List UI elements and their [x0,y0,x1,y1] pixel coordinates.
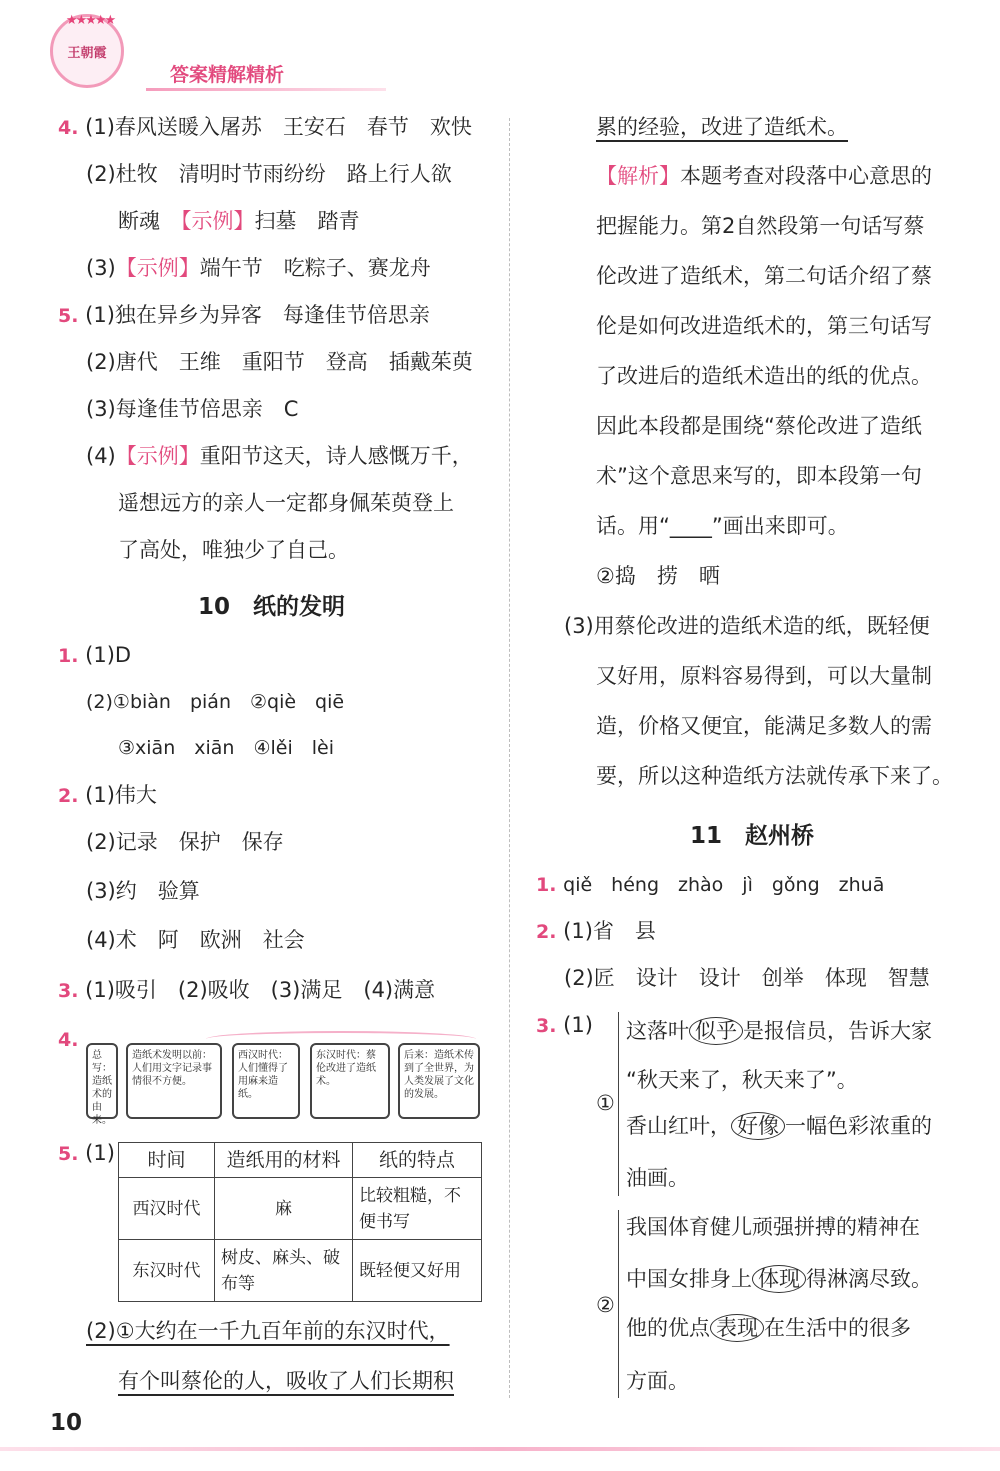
answer-line: (3)【示例】端午节 吃粽子、赛龙舟 [86,256,431,280]
logo-stars: ★★★★★ [65,13,115,28]
header-title: 答案精解精析 [170,64,285,86]
outline-box: 总写：造纸术的由来。 [86,1043,118,1119]
table-cell: 既轻便又好用 [353,1240,482,1302]
table-cell: 西汉时代 [119,1178,215,1240]
bracket-line [618,1210,619,1398]
pinyin-line: (2)①biàn pián ②qiè qiē [86,691,345,713]
group-mark: ② [596,1293,615,1317]
pinyin-line: ③xiān xiān ④lěi lèi [118,737,334,759]
table-cell: 麻 [215,1178,353,1240]
answer-line: (3)约 验算 [86,879,200,903]
answer-line: 2. (1)伟大 [58,783,157,807]
answer-line: ②捣 捞 晒 [596,564,720,588]
answer-line: 话。用“____”画出来即可。 [596,514,849,538]
answer-line: (2)杜牧 清明时节雨纷纷 路上行人欲 [86,162,452,186]
outline-box: 后来：造纸术传到了全世界，为人类发展了文化的发展。 [398,1043,480,1119]
answer-line: 伦是如何改进造纸术的，第三句话写 [596,314,932,338]
table-header: 时间 [119,1143,215,1178]
section-title: 10 纸的发明 [198,594,346,620]
table-cell: 东汉时代 [119,1240,215,1302]
table-header: 造纸用的材料 [215,1143,353,1178]
answer-line: 术”这个意思来写的，即本段第一句 [596,464,922,488]
answer-line: 1. (1)D [58,643,132,667]
example-sentence: “秋天来了，秋天来了”。 [626,1068,858,1092]
answer-line: 造，价格又便宜，能满足多数人的需 [596,714,932,738]
paragraph-outline-diagram [86,1043,486,1126]
answer-line: 2. (1)省 县 [536,919,656,943]
example-tag: 【示例】 [115,256,200,280]
table-cell: 树皮、麻头、破布等 [215,1240,353,1302]
table-header-row [119,1143,482,1178]
answer-line: 【解析】本题考查对段落中心意思的 [596,164,932,188]
example-sentence: 这落叶 似乎 是报信员，告诉大家 [626,1019,932,1043]
example-sentence: 方面。 [626,1369,689,1393]
example-sentence: 油画。 [626,1166,689,1190]
paper-history-table [118,1142,482,1302]
section-title: 11 赵州桥 [690,823,815,849]
answer-line: 因此本段都是围绕“蔡伦改进了造纸 [596,414,922,438]
answer-line: (3)每逢佳节倍思亲 C [86,397,299,421]
answer-line: 1. qiě héng zhào jì gǒng zhuā [536,874,885,896]
table-row [119,1240,482,1302]
answer-line: 断魂 【示例】扫墓 踏青 [118,209,360,233]
bracket-line [618,1012,619,1196]
group-mark: ① [596,1091,615,1115]
example-tag: 【示例】 [181,209,255,233]
answer-line: (3)用蔡伦改进的造纸术造的纸，既轻便 [564,614,930,638]
answer-line: 3. (1)吸引 (2)吸收 (3)满足 (4)满意 [58,978,436,1002]
answer-line: 遥想远方的亲人一定都身佩茱萸登上 [118,491,454,515]
outline-box: 东汉时代：蔡伦改进了造纸术。 [310,1043,390,1119]
footer-decoration [0,1447,1000,1451]
circled-word: 体现 [752,1265,806,1293]
column-divider [509,118,510,1398]
answer-line: 有个叫蔡伦的人，吸收了人们长期积 [118,1369,454,1393]
table-cell: 比较粗糙，不便书写 [353,1178,482,1240]
answer-line: 累的经验，改进了造纸术。 [596,115,848,139]
page-number: 10 [50,1410,83,1436]
publisher-logo [50,14,124,88]
analysis-tag: 【解析】 [596,164,680,188]
answer-line: 了高处，唯独少了自己。 [118,538,349,562]
page-header [50,14,330,88]
outline-box: 西汉时代：人们懂得了用麻来造纸。 [232,1043,300,1119]
circled-word: 好像 [731,1112,785,1140]
circled-word: 表现 [710,1314,764,1342]
answer-line: 3. (1) [536,1013,593,1037]
answer-line: 4. [58,1029,79,1051]
example-sentence: 他的优点 表现 在生活中的很多 [626,1316,911,1340]
answer-line: 5. (1) [58,1141,115,1165]
answer-line: (2)匠 设计 设计 创举 体现 智慧 [564,966,930,990]
example-sentence: 中国女排身上 体现 得淋漓尽致。 [626,1267,932,1291]
answer-line: 把握能力。第2自然段第一句话写蔡 [596,214,925,238]
answer-line: (2)记录 保护 保存 [86,830,284,854]
answer-line: (2)唐代 王维 重阳节 登高 插戴茱萸 [86,350,473,374]
answer-line: 了改进后的造纸术造出的纸的优点。 [596,364,932,388]
table-header: 纸的特点 [353,1143,482,1178]
circled-word: 似乎 [689,1017,743,1045]
header-underline [146,88,386,91]
answer-line: (4)【示例】重阳节这天，诗人感慨万千， [86,444,473,468]
outline-box: 造纸术发明以前：人们用文字记录事情很不方便。 [126,1043,222,1119]
example-sentence: 我国体育健儿顽强拼搏的精神在 [626,1215,920,1239]
answer-line: 又好用，原料容易得到，可以大量制 [596,664,932,688]
answer-line: (2)①大约在一千九百年前的东汉时代， [86,1319,450,1343]
table-row [119,1178,482,1240]
answer-line: 4. (1)春风送暖入屠苏 王安石 春节 欢快 [58,115,472,139]
answer-line: 要，所以这种造纸方法就传承下来了。 [596,764,953,788]
answer-line: 伦改进了造纸术，第二句话介绍了蔡 [596,264,932,288]
example-tag: 【示例】 [115,444,200,468]
answer-line: 5. (1)独在异乡为异客 每逢佳节倍思亲 [58,303,430,327]
answer-line: (4)术 阿 欧洲 社会 [86,928,305,952]
logo-text: 王朝霞 [67,45,107,61]
example-sentence: 香山红叶， 好像 一幅色彩浓重的 [626,1114,932,1138]
